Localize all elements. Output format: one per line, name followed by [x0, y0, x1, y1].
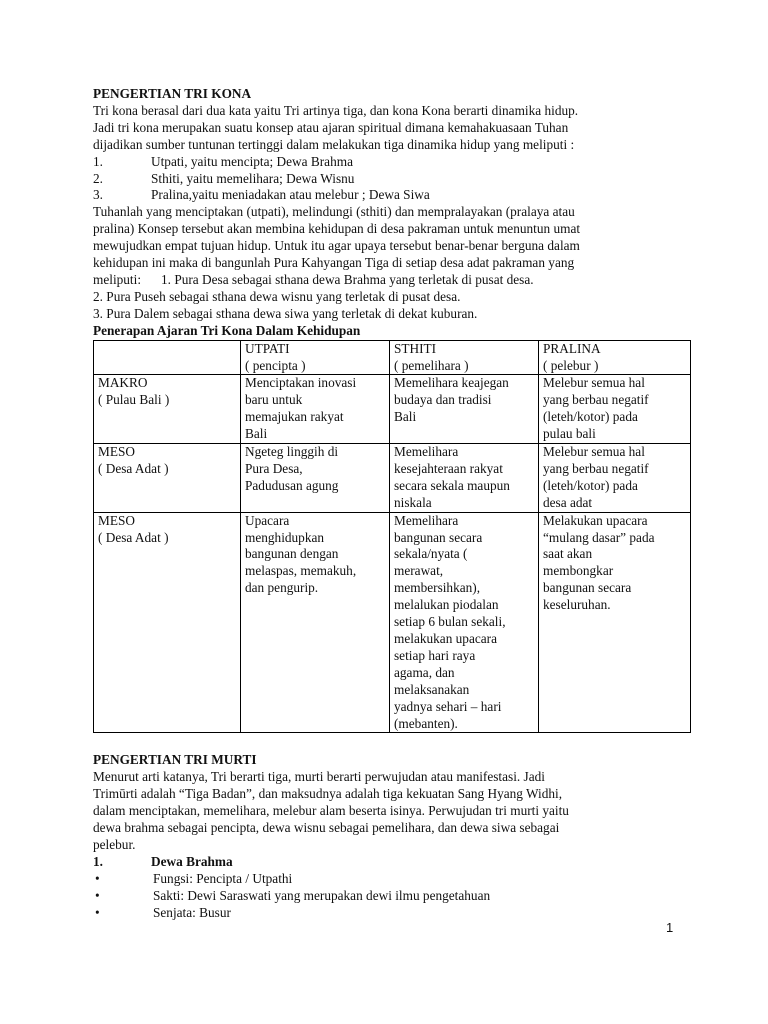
intro-line: dijadikan sumber tuntunan tertinggi dalam melakukan tiga dinamika hidup yang meliputi :	[93, 136, 575, 152]
subheading-number: 1.	[93, 853, 103, 869]
cell-line: Padudusan agung	[245, 477, 339, 493]
page-number: 1	[666, 920, 674, 935]
numbered-item	[93, 187, 693, 204]
paragraph-line: Tuhanlah yang menciptakan (utpati), melindungi (sthiti) dan mempralayakan (pralaya atau	[93, 204, 575, 220]
cell-line: STHITI	[394, 340, 437, 356]
cell-line: Memelihara keajegan	[394, 375, 509, 391]
cell-line: yang berbau negatif	[543, 392, 649, 408]
cell-line: sekala/nyata (	[394, 546, 468, 562]
cell-line: ( pemelihara )	[394, 357, 469, 373]
cell-line: bangunan secara	[543, 580, 632, 596]
paragraph-line: Menurut arti katanya, Tri berarti tiga, murti berarti perwujudan atau manifestasi. Jadi	[93, 769, 545, 785]
bullet-icon: •	[95, 904, 100, 920]
cell-line: memajukan rakyat	[245, 409, 344, 425]
cell-line: Melebur semua hal	[543, 375, 645, 391]
table-row	[94, 512, 691, 733]
table-cell	[241, 340, 390, 375]
cell-line: ( Pulau Bali )	[98, 392, 170, 408]
bullet-item	[93, 888, 693, 905]
meliputi-label: meliputi:	[93, 271, 142, 287]
table-cell	[390, 444, 539, 513]
paragraph-line: dewa brahma sebagai pencipta, dewa wisnu sebagai pemelihara, dan dewa siwa sebagai	[93, 820, 560, 836]
item-text: Utpati, yaitu mencipta; Dewa Brahma	[151, 153, 353, 169]
item-number: 3.	[93, 187, 103, 203]
table-cell	[241, 512, 390, 733]
cell-line: melalukan piodalan	[394, 597, 499, 613]
table-cell	[390, 340, 539, 375]
cell-line: saat akan	[543, 546, 593, 562]
cell-line: Menciptakan inovasi	[245, 375, 357, 391]
table-row	[94, 375, 691, 444]
pura-desa-text: 1. Pura Desa sebagai sthana dewa Brahma yang terletak di pusat desa.	[161, 271, 534, 287]
cell-line: Melebur semua hal	[543, 444, 645, 460]
cell-line: menghidupkan	[245, 529, 325, 545]
cell-line: yadnya sehari – hari	[394, 698, 502, 714]
cell-line: MESO	[98, 444, 135, 460]
table-cell	[539, 512, 691, 733]
cell-line: Upacara	[245, 512, 290, 528]
table-cell	[539, 375, 691, 444]
cell-line: melakukan upacara	[394, 631, 497, 646]
pura-line	[93, 272, 693, 289]
item-number: 1.	[93, 153, 103, 169]
cell-line: ( Desa Adat )	[98, 529, 169, 545]
table-header-row	[94, 340, 691, 375]
cell-line: MESO	[98, 512, 135, 528]
item-number: 2.	[93, 170, 103, 186]
table-cell	[539, 444, 691, 513]
table-cell	[539, 340, 691, 375]
cell-line: bangunan secara	[394, 529, 483, 545]
tri-kona-table	[93, 340, 691, 734]
cell-line: melaspas, memakuh,	[245, 563, 357, 579]
bullet-item	[93, 905, 693, 922]
paragraph-line: pralina) Konsep tersebut akan membina kehidupan di desa pakraman untuk menuntun umat	[93, 221, 581, 237]
table-row	[94, 444, 691, 513]
pura-line: 3. Pura Dalem sebagai sthana dewa siwa yang terletak di dekat kuburan.	[93, 305, 478, 321]
cell-line: dan pengurip.	[245, 580, 319, 596]
bullet-item	[93, 871, 693, 888]
cell-line: MAKRO	[98, 375, 148, 391]
document-page	[93, 86, 693, 922]
paragraph-line: mewujudkan empat tujuan hidup. Untuk itu agar upaya tersebut benar-benar berguna dalam	[93, 238, 580, 254]
cell-line: agama, dan	[394, 664, 455, 680]
cell-line: secara sekala maupun	[394, 477, 510, 493]
cell-line: Memelihara	[394, 512, 459, 528]
table-cell	[390, 512, 539, 733]
cell-line: “mulang dasar” pada	[543, 529, 655, 545]
cell-line: setiap hari raya	[394, 647, 476, 663]
section-title-tri-kona: PENGERTIAN TRI KONA	[93, 86, 252, 101]
table-cell	[241, 444, 390, 513]
cell-line: Melakukan upacara	[543, 512, 648, 528]
subheading-dewa-brahma	[93, 854, 693, 871]
cell-line: merawat,	[394, 563, 444, 579]
cell-line: budaya dan tradisi	[394, 392, 492, 408]
cell-line: ( pencipta )	[245, 357, 306, 373]
cell-line: setiap 6 bulan sekali,	[394, 614, 506, 630]
bullet-text: Sakti: Dewi Saraswati yang merupakan dewi ilmu pengetahuan	[153, 887, 491, 903]
cell-line: Bali	[245, 426, 268, 442]
table-cell	[94, 340, 241, 375]
cell-line: membongkar	[543, 563, 614, 579]
cell-line: UTPATI	[245, 340, 290, 356]
cell-line: (leteh/kotor) pada	[543, 477, 638, 493]
table-cell	[390, 375, 539, 444]
item-text: Pralina,yaitu meniadakan atau melebur ; Dewa Siwa	[151, 187, 430, 203]
cell-line: Bali	[394, 409, 417, 425]
cell-line: Memelihara	[394, 444, 459, 460]
cell-line: membersihkan),	[394, 580, 481, 596]
table-cell	[241, 375, 390, 444]
table-title: Penerapan Ajaran Tri Kona Dalam Kehidupan	[93, 322, 361, 338]
cell-line: niskala	[394, 494, 432, 510]
paragraph-line: dalam menciptakan, memelihara, melebur alam beserta isinya. Perwujudan tri murti yaitu	[93, 803, 569, 819]
paragraph-line: pelebur.	[93, 836, 136, 852]
section-title-tri-murti: PENGERTIAN TRI MURTI	[93, 752, 257, 768]
numbered-item	[93, 171, 693, 188]
table-cell	[94, 444, 241, 513]
cell-line: pulau bali	[543, 426, 596, 442]
intro-line: Jadi tri kona merupakan suatu konsep atau ajaran spiritual dimana kemahakuasaan Tuhan	[93, 119, 569, 135]
paragraph-line: Trimūrti adalah “Tiga Badan”, dan maksudnya adalah tiga kekuatan Sang Hyang Widhi,	[93, 786, 563, 802]
cell-line: Ngeteg linggih di	[245, 444, 339, 460]
subheading-text: Dewa Brahma	[151, 853, 233, 869]
numbered-item	[93, 154, 693, 171]
cell-line: yang berbau negatif	[543, 460, 649, 476]
cell-line: desa adat	[543, 494, 593, 510]
table-cell	[94, 375, 241, 444]
bullet-icon: •	[95, 887, 100, 903]
cell-line: ( Desa Adat )	[98, 460, 169, 476]
bullet-icon: •	[95, 870, 100, 886]
cell-line: baru untuk	[245, 392, 303, 408]
cell-line: ( pelebur )	[543, 357, 599, 373]
pura-line: 2. Pura Puseh sebagai sthana dewa wisnu yang terletak di pusat desa.	[93, 288, 461, 304]
cell-line: (leteh/kotor) pada	[543, 409, 638, 425]
cell-line: Pura Desa,	[245, 460, 303, 476]
item-text: Sthiti, yaitu memelihara; Dewa Wisnu	[151, 170, 355, 186]
intro-line: Tri kona berasal dari dua kata yaitu Tri artinya tiga, dan kona Kona berarti dinamika hidup.	[93, 102, 579, 118]
paragraph-line: kehidupan ini maka di bangunlah Pura Kahyangan Tiga di setiap desa adat pakraman yang	[93, 255, 575, 271]
bullet-text: Senjata: Busur	[153, 904, 231, 920]
cell-line: (mebanten).	[394, 715, 458, 731]
cell-line: PRALINA	[543, 340, 601, 356]
cell-line: melaksanakan	[394, 681, 470, 697]
bullet-text: Fungsi: Pencipta / Utpathi	[153, 870, 293, 886]
cell-line: kesejahteraan rakyat	[394, 460, 503, 476]
cell-line: bangunan dengan	[245, 546, 339, 562]
table-cell	[94, 512, 241, 733]
cell-line: keseluruhan.	[543, 597, 611, 613]
